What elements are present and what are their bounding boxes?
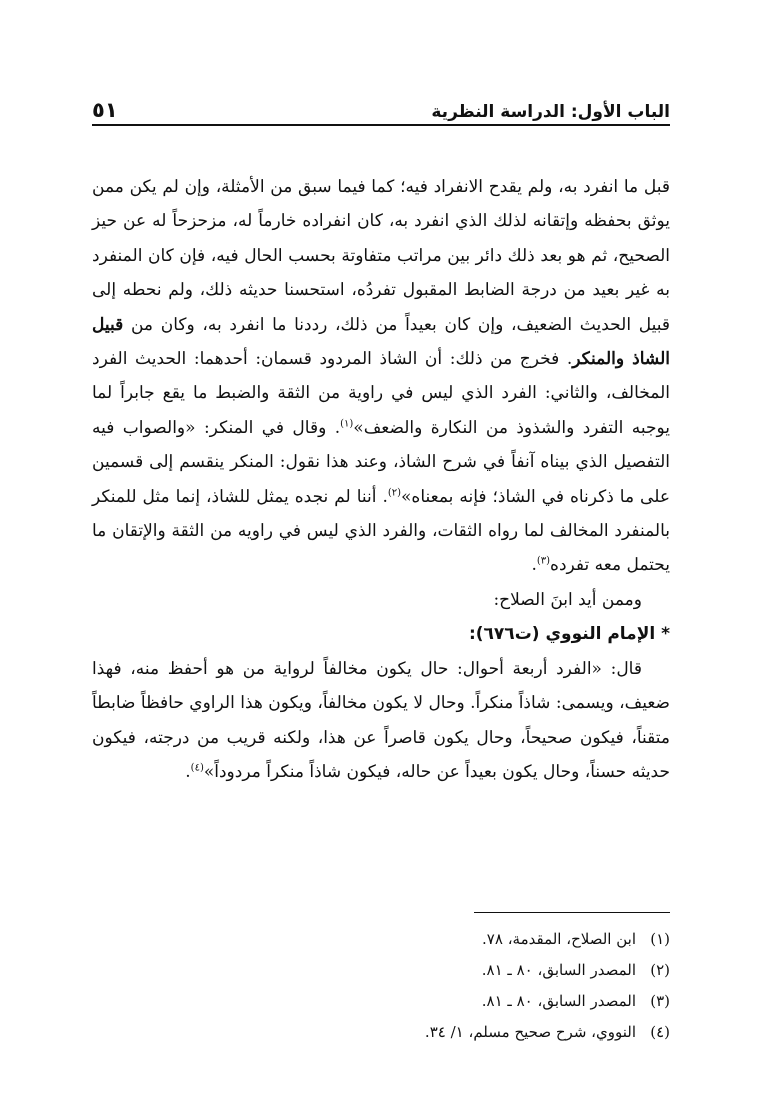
footnote-ref-2: (٢) — [387, 487, 402, 498]
paragraph-2: وممن أيد ابنَ الصلاح: — [493, 589, 642, 610]
footnote-number: (٢) — [650, 961, 670, 979]
header-rule — [92, 124, 670, 126]
footnote-number: (١) — [650, 930, 670, 948]
footnote-ref-3: (٣) — [536, 555, 551, 567]
paragraph-3: قال: «الفرد أربعة أحوال: حال يكون مخالفاً لرواية من هو أحفظ منه، فهذا ضعيف، ويسمى: شاذاً منكراً. وحال لا يكون مخالفاً، ويكون هذا الراوي حافظاً ضابطاً متقناً، فيكون صحيحاً، وحال يكون قاصراً عن هذا، ولكنه قريب من درجته، فيكون حديثه حسناً، وحال يكون بعيداً عن حاله، فيكون شاذاً منكراً مردوداً»$^{(٤)}$. — [92, 658, 670, 782]
footnote-text: النووي، شرح صحيح مسلم، ١/ ٣٤. — [424, 1023, 636, 1041]
footnote-number: (٣) — [650, 992, 670, 1010]
running-title: الباب الأول: الدراسة النظرية — [431, 102, 670, 122]
bold-term: قبيل الشاذ والمنكر — [92, 314, 671, 370]
footnote-item — [92, 955, 670, 986]
footnotes — [92, 924, 670, 1048]
footnote-item — [92, 924, 670, 955]
footnote-ref-1: (١) — [340, 418, 354, 430]
footnote-text: المصدر السابق، ٨٠ ـ ٨١. — [481, 961, 636, 979]
paragraph-1: قبل ما انفرد به، ولم يقدح الانفراد فيه؛ كما فيما سبق من الأمثلة، وإن لم يكن ممن يوثق بحفظه وإتقانه لذلك الذي انفرد به، كان انفراده خارماً له، مزحزحاً له عن حيز الصحيح، ثم هو بعد ذلك دائر بين مراتب متفاوتة بحسب الحال فيه، فإن كان المنفرد به غير بعيد من درجة الضابط المقبول تفردُه، استحسنا حديثه ذلك، ولم نحطه إلى قبيل الحديث الضعيف، وإن كان بعيداً من ذلك، رددنا ما انفرد به، وكان من قبيل الشاذ والمنكر. فخرج من ذلك: أن الشاذ المردود قسمان: أحدهما: الحديث الفرد المخالف، والثاني: الفرد الذي ليس في راوية من الثقة والضبط ما يقع جابراً لما يوجبه التفرد والشذوذ من النكارة والضعف»$^{(١)}$. وقال في المنكر: «والصواب فيه التفصيل الذي بيناه آنفاً في شرح الشاذ، وعند هذا نقول: المنكر ينقسم إلى قسمين على ما ذكرناه في الشاذ؛ فإنه بمعناه»$^{(٢)}$. أننا لم نجده يمثل للشاذ، إنما مثل للمنكر بالمنفرد المخالف لما رواه الثقات، والفرد الذي ليس في راويه من الثقة والإتقان ما يحتمل معه تفرده$^{(٣)}$. — [92, 177, 671, 576]
footnote-text: المصدر السابق، ٨٠ ـ ٨١. — [481, 992, 636, 1010]
footnote-item — [92, 1017, 670, 1048]
page-header — [92, 88, 670, 122]
main-text — [92, 170, 670, 789]
footnote-ref-4: (٤) — [190, 762, 204, 774]
footnote-number: (٤) — [650, 1023, 670, 1041]
footnote-item — [92, 986, 670, 1017]
footnote-text: ابن الصلاح، المقدمة، ٧٨. — [482, 930, 636, 948]
section-heading: * الإمام النووي (ت٦٧٦): — [468, 624, 670, 645]
page-number: ٥١ — [92, 98, 118, 122]
footnote-separator — [474, 912, 670, 913]
